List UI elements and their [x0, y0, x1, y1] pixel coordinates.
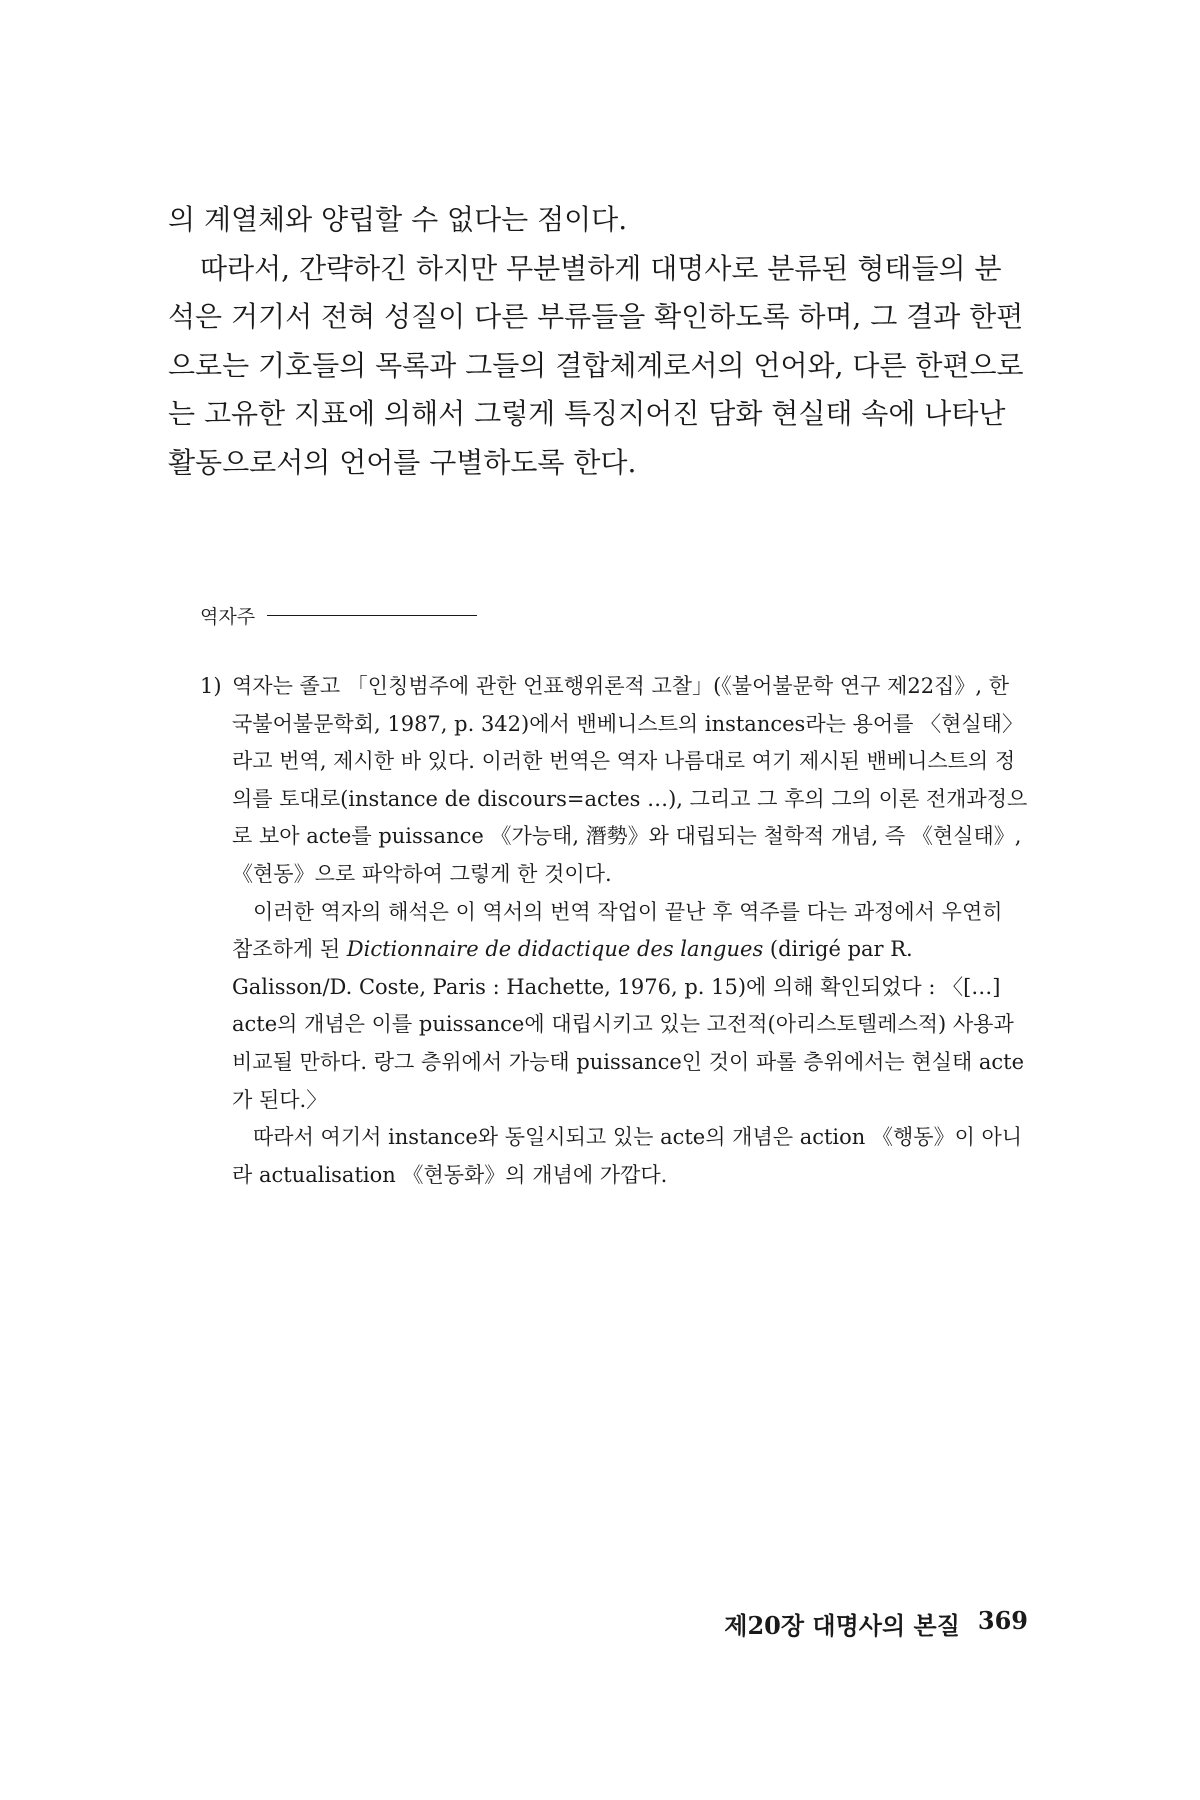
divider: [267, 615, 477, 616]
footnotes: [200, 668, 1028, 1194]
footnote-number: 1): [200, 674, 222, 698]
footnote-continuation: [200, 894, 1028, 1195]
footnote-paragraph-2: [232, 894, 1028, 1120]
book-title: Dictionnaire de didactique des langues: [346, 937, 764, 962]
notes-header-label: 역자주: [200, 605, 256, 628]
paragraph-continuation: 의 계열체와 양립할 수 없다는 점이다.: [168, 203, 628, 236]
footnote-text: 역자는 졸고 「인칭범주에 관한 언표행위론적 고찰」(《불어불문학 연구 제22집》, 한국불어불문학회, 1987, p. 342)에서 밴베니스트의 instances라는 용어를 〈현실태〉라고 번역, 제시한 바 있다. 이러한 번역은 역자 나름대로 여기 제시된 밴베니스트의 정의를 토대로(instance de discours=actes …), 그리고 그 후의 그의 이론 전개과정으로 보아 acte를 puissance 《가능태, 潛勢》와 대립되는 철학적 개념, 즉 《현실태》, 《현동》으로 파악하여 그렇게 한 것이다.: [232, 674, 1028, 886]
page-number: 369: [977, 1606, 1028, 1635]
chapter-title: 제20장 대명사의 본질: [724, 1611, 960, 1640]
footnote-p2-after: (dirigé par R. Galisson/D. Coste, Paris : Hachette, 1976, p. 15)에 의해 확인되었다 : 〈[…] acte의 개념은 이를 puissance에 대립시키고 있는 고전적(아리스토텔레스적) 사용과 비교될 만하다. 랑그 층위에서 가능태 puissance인 것이 파롤 층위에서는 현실태 acte가 된다.〉: [232, 937, 1025, 1112]
page-footer: [724, 1606, 1028, 1641]
translator-notes-header: [200, 600, 477, 630]
footnote-p2-before: 이러한 역자의 해석은 이 역서의 번역 작업이 끝난 후 역주를 다는 과정에서 우연히 참조하게 된: [232, 899, 1003, 962]
footnote-1: [200, 668, 1028, 894]
footnote-paragraph-3: 따라서 여기서 instance와 동일시되고 있는 acte의 개념은 action 《행동》이 아니라 actualisation 《현동화》의 개념에 가깝다.: [232, 1125, 1023, 1187]
main-text: [168, 196, 1028, 487]
paragraph: 따라서, 간략하긴 하지만 무분별하게 대명사로 분류된 형태들의 분석은 거기서 전혀 성질이 다른 부류들을 확인하도록 하며, 그 결과 한편으로는 기호들의 목록과 그들의 결합체계로서의 언어와, 다른 한편으로는 고유한 지표에 의해서 그렇게 특징지어진 담화 현실태 속에 나타난 활동으로서의 언어를 구별하도록 한다.: [168, 251, 1024, 479]
